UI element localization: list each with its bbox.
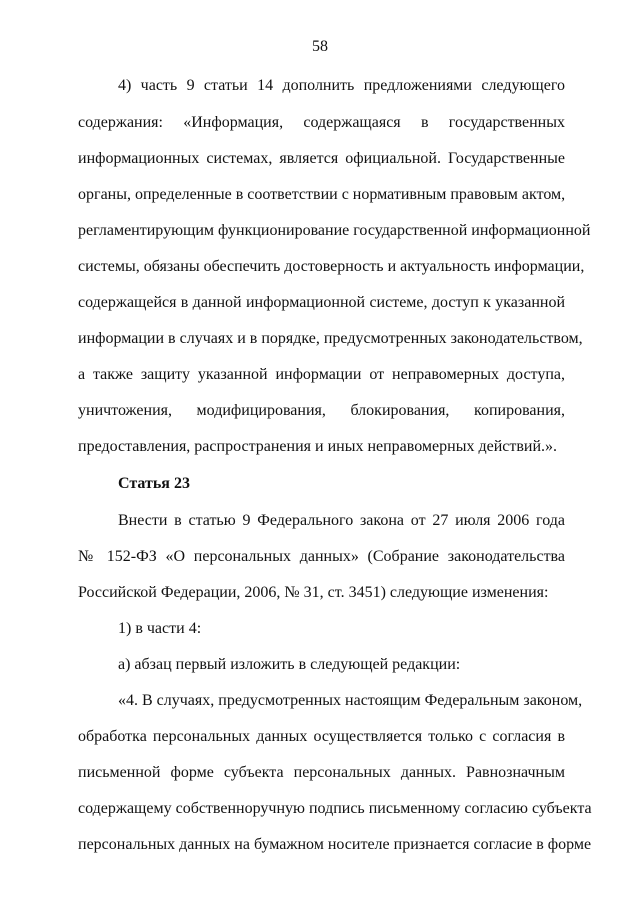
page-number: 58 xyxy=(312,38,328,55)
paragraph-line: 1) в части 4: xyxy=(118,620,202,637)
paragraph-line: № 152-ФЗ «О персональных данных» (Собрание законодательства xyxy=(78,548,565,565)
paragraph-line: а также защиту указанной информации от неправомерных доступа, xyxy=(78,366,565,383)
paragraph-line: органы, определенные в соответствии с нормативным правовым актом, xyxy=(78,186,566,203)
paragraph-line: информации в случаях и в порядке, предусмотренных законодательством, xyxy=(78,330,583,347)
paragraph-line: «4. В случаях, предусмотренных настоящим Федеральным законом, xyxy=(118,692,583,709)
paragraph-line: содержащему собственноручную подпись письменному согласию субъекта xyxy=(78,800,592,817)
paragraph-line: регламентирующим функционирование государственной информационной xyxy=(78,222,591,239)
paragraph-line: Внести в статью 9 Федерального закона от 27 июля 2006 года xyxy=(118,512,565,529)
paragraph-line: предоставления, распространения и иных неправомерных действий.». xyxy=(78,438,558,455)
paragraph-line: обработка персональных данных осуществляется только с согласия в xyxy=(78,728,565,745)
paragraph-line: информационных системах, является официальной. Государственные xyxy=(78,150,565,167)
article-heading: Статья 23 xyxy=(118,475,190,492)
paragraph-line: содержащейся в данной информационной системе, доступ к указанной xyxy=(78,294,565,311)
paragraph-line: письменной форме субъекта персональных данных. Равнозначным xyxy=(78,764,565,781)
paragraph-line: системы, обязаны обеспечить достоверность и актуальность информации, xyxy=(78,258,585,275)
paragraph-line: а) абзац первый изложить в следующей редакции: xyxy=(118,656,461,673)
paragraph-line: уничтожения, модифицирования, блокирования, копирования, xyxy=(78,402,565,419)
paragraph-line: Российской Федерации, 2006, № 31, ст. 3451) следующие изменения: xyxy=(78,584,549,601)
paragraph-line: персональных данных на бумажном носителе признается согласие в форме xyxy=(78,836,592,853)
paragraph-line: 4) часть 9 статьи 14 дополнить предложениями следующего xyxy=(118,77,565,94)
paragraph-line: содержания: «Информация, содержащаяся в государственных xyxy=(78,114,565,131)
